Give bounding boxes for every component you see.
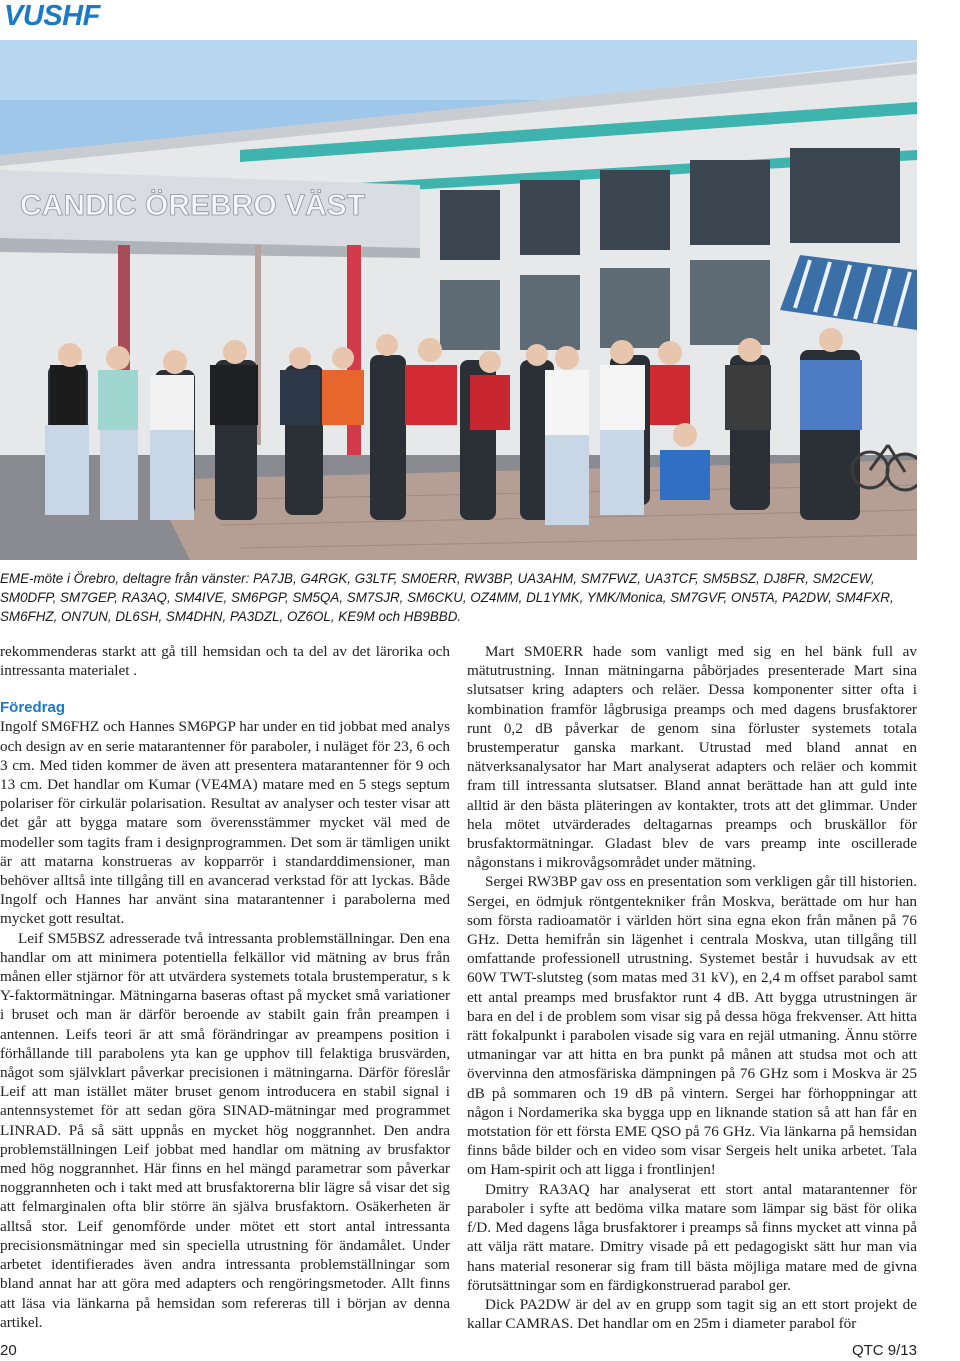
intro-paragraph: rekommenderas starkt att gå till hemsidan och ta del av det lärorika och intressanta materialet . [0,643,450,680]
paragraph: Dick PA2DW är del av en grupp som tagit sig an ett stort projekt de kallar CAMRAS. Det handlar om en 25m i diameter parabol för [467,1295,917,1333]
issue-label: QTC 9/13 [851,1342,917,1359]
paragraph: Sergei RW3BP gav oss en presentation som verkligen går till historien. Sergei, en ödmjuk röntgentekniker från Moskva, berättade om hur han som första radioamatör i världen hört sina egna ekon från månen på 76 GHz. Detta hemifrån sin lägenhet i centrala Moskva, utan tillgång till omfattande professionell utrustning. Systemet består i huvudsak av ett 60W TWT-slutsteg (som matas med 31 kV), en 2,4 m offset parabol samt ett antal preamps med brusfaktor runt 4 dB. Att bygga utrustningen är bara en del i de problem som visar sig på dessa höga frekvenser. Att hitta rätt fokalpunkt i parabolen visade sig vara en rejäl utmaning. Ännu större utmaningar var att hitta en bra punkt på månen att studsa mot och att övervinna den atmosfäriska dämpningen på 76 GHz som i Moskva är 25 dB på sommaren och 19 dB på vintern. Sergei har förhoppningar att någon i Nordamerika ska bygga upp en liknande station så att han får en motstation för ett första EME QSO på 76 GHz. Via länkarna på hemsidan finns både bilder och en video som visar Sergeis helt unika arbetet. Tala om Ham-spirit och att ligga i frontlinjen! [467,873,917,1179]
paragraph: Mart SM0ERR hade som vanligt med sig en hel bänk full av mätutrustning. Innan mätningarna påbörjades presenterade Mart sina slutsatser kring adapters och reläer. Dessa komponenter sitter ofta i kombination framför lågbrusiga preamps och med dagens brusfaktorer runt 0,2 dB påverkar de genom sina förluster systemets totala brustemperatur ganska markant. Utrustad med bland annat en nätverksanalysator har Mart analyserat adapters och reläer och kommit fram till intressanta slutsatser. Bland annat berättade han att guld inte alltid är den bästa pläteringen av kontakter, trots att det glimmar. Under hela mötet utvärderades deltagarnas preamps och bruskällor för brusfaktormätningar. Gladast blev de vars preamp inte oscillerade någonstans i mikrovågsområdet under mätning. [467,643,917,872]
article-left-column [0,642,450,1332]
paragraph: Ingolf SM6FHZ och Hannes SM6PGP har under en tid jobbat med analys och design av en serie matarantenner för paraboler, i nuläget för 23, 6 och 3 cm. Med tiden kommer de även att presentera matarantenner för 9 och 13 cm. Det handlar om Kumar (VE4MA) matare med en 5 stegs septum polariser för cirkulär polarisation. Resultat av analyser och tester visar att det går att bygga matare som överensstämmer mycket väl med de modeller som tagits fram i designprogrammen. Det som är tämligen unikt är att matarna konstrueras av kopparrör i standarddimensioner, man behöver alltså inte tillgång till en avancerad verkstad för att lyckas. Både Ingolf och Hannes har använt sina matarantenner i parabolerna med mycket gott resultat. [0,718,450,928]
section-brand: VUSHF [4,0,100,32]
page-number: 20 [0,1342,17,1359]
group-photo [0,40,917,560]
hotel-sign: CANDIC ÖREBRO VÄST [20,189,366,222]
paragraph: Leif SM5BSZ adresserade två intressanta problemställningar. Den ena handlar om att minimera potentiella felkällor vid mätning av brus från månen eller stjärnor för att utvärdera systemets totala brustemperatur, s k Y-faktormätningar. Mätningarna baseras oftast på mycket små variationer i bruset och man är därför beroende av stabilt gain från preampen i antennen. Leifs teori är att små förändringar av preampens position i förhållande till parabolens yta kan ge upphov till felaktiga brusvärden, något som självklart påverkar precisionen i mätningarna. Därför föreslår Leif att man istället mäter bruset genom introducera en stabil signal i antennsystemet för att sedan göra SINAD-mätningar med programmet LINRAD. På så sätt uppnås en mycket hög noggrannhet. Den andra problemställningen Leif jobbat med handlar om mätning av brusfaktor med hög noggrannhet. Här finns en hel mängd parametrar som påverkar noggrannheten och i takt med att brusfaktorerna blir lägre så visar det sig att felmarginalen ofta blir större än själva brusfaktorn. Osäkerheten är alltså stor. Leif genomförde under mötet ett stort antal intressanta precisionsmätningar med sin speciella utrustning för ändamålet. Under arbetet identifierades även andra intressanta problemställningar som bland annat har att göra med adapters och rengöringsmetoder. Allt finns att läsa via länkarna på hemsidan som refereras till i början av denna artikel. [0,929,450,1331]
header [0,0,100,38]
section-heading-foredrag: Föredrag [0,699,66,717]
photo-caption: EME-möte i Örebro, deltagre från vänster: PA7JB, G4RGK, G3LTF, SM0ERR, RW3BP, UA3AHM, SM7FWZ, UA3TCF, SM5BSZ, DJ8FR, SM2CEW, SM0DFP, SM7GEP, RA3AQ, SM4IVE, SM6PGP, SM5QA, SM7SJR, SM6CKU, OZ4MM, DL1YMK, YMK/Monica, SM7GVF, ON5TA, PA2DW, SM4FXR, SM6FHZ, ON7UN, DL6SH, SM4DHN, PA3DZL, OZ6OL, KE9M och HB9BBD. [0,571,894,624]
paragraph: Dmitry RA3AQ har analyserat ett stort antal matarantenner för paraboler i syfte att bedöma vilka matare som lämpar sig bäst för olika f/D. Med dagens låga brusfaktorer i preamps så finns mycket att vinna på att välja rätt matare. Dmitry visade på ett pedagogiskt sätt hur man via hans material resonerar sig fram till bästa möjliga matare med de givna förutsättningar som en färdigkonstruerad parabol ger. [467,1180,917,1294]
article-right-column [467,642,917,1333]
